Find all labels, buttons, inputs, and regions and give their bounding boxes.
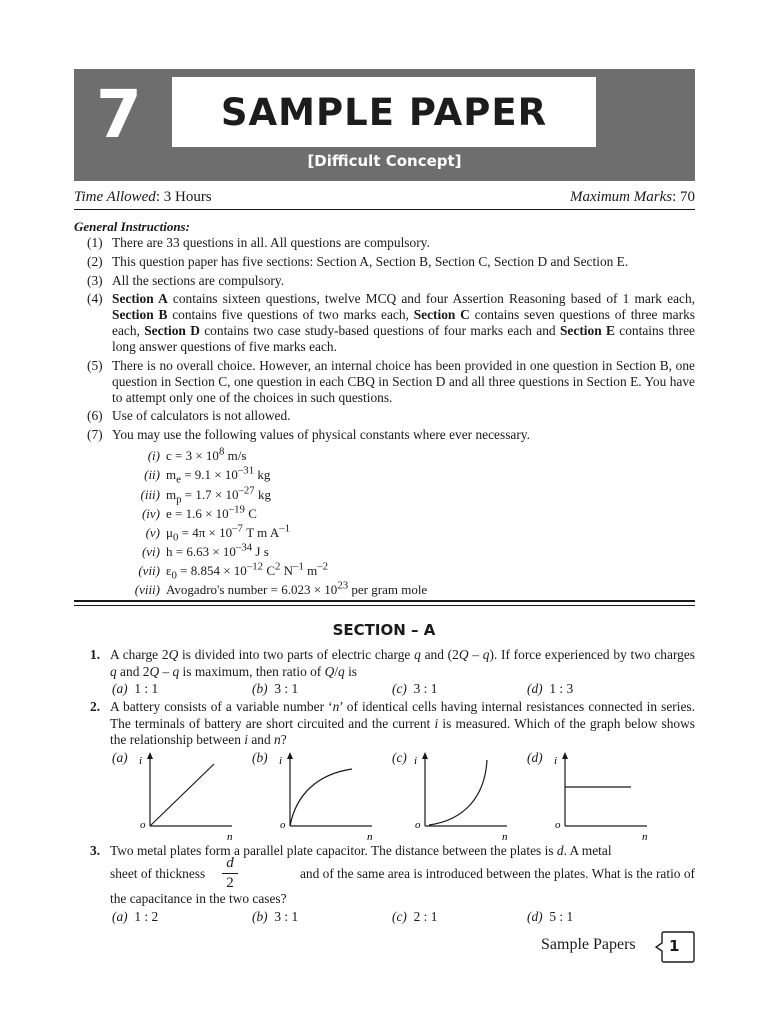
- constant-row: [114, 485, 271, 506]
- question-text-line2: [110, 866, 695, 883]
- fraction-bar: [222, 873, 238, 874]
- constant-row: [114, 542, 269, 560]
- axis-label-y: i: [139, 755, 143, 767]
- fraction-d-over-2: [222, 855, 238, 892]
- instruction-text: Use of calculators is not allowed.: [112, 408, 291, 423]
- curve-saturating: [290, 769, 352, 826]
- question-2: [90, 699, 695, 749]
- constant-value: $c = 3 \times 10^8$ m/s: [166, 446, 247, 464]
- option-b[interactable]: [252, 909, 298, 925]
- constant-label: (iv): [141, 506, 160, 522]
- time-marks-row: [74, 189, 695, 206]
- instruction-number: (7): [87, 427, 103, 442]
- option-text: 5 : 1: [549, 909, 574, 924]
- instruction-item: [74, 273, 695, 289]
- constant-value: $e = 1.6 \times 10^{-19}$ C: [166, 504, 257, 522]
- instruction-number: (2): [87, 254, 103, 269]
- page-number: 1: [669, 937, 680, 955]
- option-text: 1 : 1: [134, 681, 159, 696]
- option-text: 2 : 1: [413, 909, 438, 924]
- constant-row: [114, 561, 328, 582]
- question-text: A charge 2Q is divided into two parts of electric charge q and (2Q – q). If force experienced by two charges q and 2Q – q is maximum, then ratio of Q/q is: [110, 647, 696, 679]
- y-arrow: [562, 752, 568, 759]
- option-text: 3 : 1: [413, 681, 438, 696]
- marks-label: Maximum Marks: [570, 189, 673, 205]
- instruction-text: This question paper has five sections: Section A, Section B, Section C, Section D and Section E.: [112, 254, 629, 269]
- option-label: (d): [527, 750, 543, 765]
- question-3: [90, 843, 695, 860]
- question-number: 1.: [90, 647, 101, 662]
- constant-row: [114, 580, 427, 598]
- constant-value: Avogadro's number = $6.023 \times 10^{23}$ per gram mole: [166, 580, 428, 598]
- constant-value: $m_p = 1.7 \times 10^{-27}$ kg: [166, 485, 271, 506]
- graph-c: [405, 750, 515, 847]
- axis-label-x: n: [367, 831, 373, 842]
- option-a[interactable]: [112, 681, 158, 697]
- constant-label: (vii): [138, 563, 160, 579]
- option-text: 1 : 3: [549, 681, 574, 696]
- text-before-fraction: sheet of thickness: [110, 866, 206, 881]
- curve-convex: [429, 760, 487, 825]
- question-1: [90, 647, 695, 680]
- option-label: (d): [527, 909, 543, 924]
- option-label: (c): [392, 750, 407, 765]
- option-b[interactable]: [252, 681, 298, 697]
- axis-label-x: n: [502, 831, 508, 842]
- question-number: 2.: [90, 699, 101, 714]
- instruction-number: (4): [87, 291, 103, 306]
- general-instructions-title: General Instructions:: [74, 219, 190, 234]
- instruction-item: [74, 235, 695, 251]
- divider: [74, 600, 695, 602]
- option-label: (b): [252, 750, 268, 765]
- axis-label-x: n: [227, 831, 233, 842]
- constant-row: [114, 465, 270, 486]
- question-3-line2: [90, 866, 695, 883]
- instruction-item: [74, 254, 695, 270]
- question-3-line3: [90, 891, 695, 908]
- option-label: (c): [392, 681, 407, 696]
- option-c[interactable]: [392, 681, 437, 697]
- paper-number: 7: [96, 76, 142, 153]
- marks-value: : 70: [672, 189, 695, 205]
- instruction-number: (6): [87, 408, 103, 423]
- constant-label: (viii): [134, 582, 160, 598]
- instruction-item: [74, 291, 695, 355]
- y-arrow: [147, 752, 153, 759]
- option-text: 3 : 1: [274, 681, 299, 696]
- origin-label: o: [555, 819, 561, 831]
- instruction-number: (5): [87, 358, 103, 373]
- axis-label-y: i: [554, 755, 558, 767]
- page-number-tag: [655, 931, 695, 963]
- fraction-numerator: d: [226, 855, 234, 871]
- option-label: (c): [392, 909, 407, 924]
- section-title: SECTION – A: [332, 621, 436, 639]
- axis-label-y: i: [414, 755, 418, 767]
- graph-a: [130, 750, 240, 847]
- option-label: (d): [527, 681, 543, 696]
- constant-label: (i): [147, 448, 160, 464]
- divider: [74, 209, 695, 210]
- constant-label: (vi): [141, 544, 160, 560]
- instruction-item: [74, 408, 695, 424]
- title-box: [172, 77, 596, 147]
- option-label: (a): [112, 750, 128, 765]
- option-text: 3 : 1: [274, 909, 299, 924]
- y-arrow: [287, 752, 293, 759]
- origin-label: o: [280, 819, 286, 831]
- constant-value: $h = 6.63 \times 10^{-34}$ J s: [166, 542, 269, 560]
- option-text: 1 : 2: [134, 909, 159, 924]
- instruction-number: (1): [87, 235, 103, 250]
- fraction-denominator: 2: [226, 875, 234, 891]
- instruction-item: [74, 427, 695, 443]
- option-c[interactable]: [392, 909, 437, 925]
- question-text: A battery consists of a variable number ‘n’ of identical cells having internal resistances connected in series. The terminals of battery are short circuited and the current i is measured. Which of the graph below shows the relationship between i and n?: [110, 699, 695, 747]
- time-label: Time Allowed: [74, 189, 156, 205]
- option-label: (a): [112, 681, 128, 696]
- constant-row: [114, 504, 257, 522]
- instruction-item: [74, 358, 695, 406]
- constant-row: [114, 523, 290, 544]
- graph-d: [545, 750, 655, 847]
- graph-option-b[interactable]: [252, 750, 268, 766]
- question-text: Two metal plates form a parallel plate capacitor. The distance between the plates is d. A metal: [110, 843, 612, 858]
- graph-option-a[interactable]: [112, 750, 128, 766]
- curve-linear: [150, 764, 214, 826]
- graph-option-d[interactable]: [527, 750, 543, 766]
- constant-label: (iii): [140, 487, 160, 503]
- origin-label: o: [415, 819, 421, 831]
- y-arrow: [422, 752, 428, 759]
- constant-value: $m_e = 9.1 \times 10^{-31}$ kg: [166, 465, 271, 486]
- time-allowed: [74, 189, 212, 206]
- constant-label: (ii): [144, 467, 160, 483]
- divider: [74, 605, 695, 606]
- axis-label-y: i: [279, 755, 283, 767]
- option-d[interactable]: [527, 681, 573, 697]
- text-after-fraction: and of the same area is introduced between the plates. What is the ratio of: [299, 866, 695, 881]
- time-value: : 3 Hours: [155, 189, 212, 205]
- footer-label: Sample Papers: [541, 936, 636, 953]
- graph-b-svg: [270, 750, 380, 842]
- option-label: (b): [252, 681, 268, 696]
- constant-value: $\mu_0 = 4\pi \times 10^{-7}$ T m $A^{-1}$: [166, 523, 291, 544]
- question-number: 3.: [90, 843, 101, 858]
- origin-label: o: [140, 819, 146, 831]
- graph-d-svg: [545, 750, 655, 842]
- constant-value: $\varepsilon_0 = 8.854 \times 10^{-12}$ $C^2$ $N^{-1}$ $m^{-2}$: [166, 561, 329, 582]
- maximum-marks: [570, 189, 695, 206]
- instruction-text: All the sections are compulsory.: [112, 273, 285, 288]
- question-text-line3: the capacitance in the two cases?: [110, 891, 287, 906]
- fraction-spacer: [240, 866, 266, 883]
- axis-label-x: n: [642, 831, 648, 842]
- paper-header: [74, 69, 695, 181]
- graph-a-svg: [130, 750, 240, 842]
- graph-c-svg: [405, 750, 515, 842]
- option-d[interactable]: [527, 909, 573, 925]
- option-label: (b): [252, 909, 268, 924]
- option-a[interactable]: [112, 909, 158, 925]
- instruction-text: You may use the following values of physical constants where ever necessary.: [112, 427, 530, 442]
- option-label: (a): [112, 909, 128, 924]
- paper-title: SAMPLE PAPER: [220, 90, 548, 134]
- instruction-text: Section A contains sixteen questions, twelve MCQ and four Assertion Reasoning based of 1 mark each, Section B contains five questions of two marks each, Section C contains seven questions of three marks each, Section D contains two case study-based questions of four marks each and Section E contains three long answer questions of five marks each.: [112, 291, 696, 354]
- instruction-number: (3): [87, 273, 103, 288]
- constant-row: [114, 446, 246, 464]
- paper-subtitle: [Difficult Concept]: [307, 152, 462, 170]
- constant-label: (v): [145, 525, 160, 541]
- instruction-text: There is no overall choice. However, an internal choice has been provided in one question in Section B, one question in Section C, one question in each CBQ in Section D and all three questions in Section E. You have to attempt only one of the choices in such questions.: [112, 358, 695, 405]
- instruction-text: There are 33 questions in all. All questions are compulsory.: [112, 235, 430, 250]
- graph-b: [270, 750, 380, 847]
